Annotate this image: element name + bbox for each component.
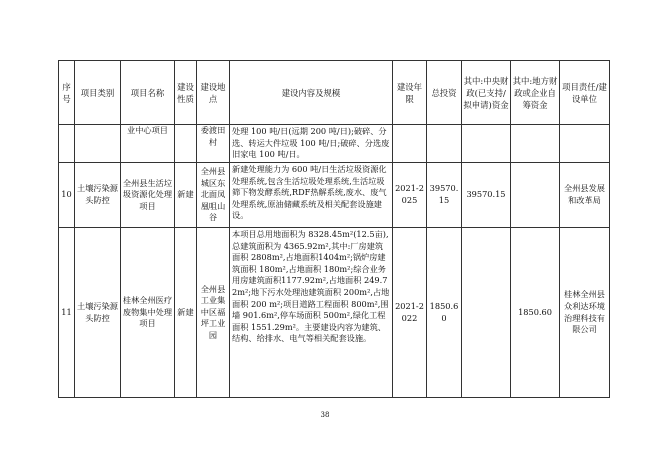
cell-category: 土壤污染源头防控: [75, 163, 121, 228]
cell-name: 业中心项目: [121, 125, 175, 163]
cell-period: 2021-2022: [393, 228, 427, 398]
cell-category: 土壤污染源头防控: [75, 228, 121, 398]
page-number: 38: [320, 411, 330, 419]
cell-local: [511, 125, 560, 163]
cell-content: 新建处理能力为 600 吨/日生活垃圾资源化处理系统,包含生活垃圾处理系统,生活垃圾筛下物发酵系统,RDF热解系统,废水、废气处理系统,原油储藏系统及相关配套设施建设。: [230, 163, 393, 228]
cell-nature: [175, 125, 197, 163]
cell-local: [511, 163, 560, 228]
cell-period: [393, 125, 427, 163]
cell-content: 处理 100 吨/日(远期 200 吨/日);破碎、分选、转运大件垃圾 100 吨/日;破碎、分选废旧家电 100 吨/日。: [230, 125, 393, 163]
cell-seq: 11: [59, 228, 75, 398]
cell-seq: 10: [59, 163, 75, 228]
cell-location: 委渡田村: [197, 125, 230, 163]
cell-seq: [59, 125, 75, 163]
table-row: [59, 163, 610, 228]
header-nature: 建设性质: [175, 61, 197, 125]
cell-central: 39570.15: [462, 163, 511, 228]
header-name: 项目名称: [121, 61, 175, 125]
cell-nature: 新建: [175, 163, 197, 228]
cell-location: 全州县城区东北面凤凰咀山谷: [197, 163, 230, 228]
table-header-row: [59, 61, 610, 125]
cell-location: 全州县工业集中区福坪工业园: [197, 228, 230, 398]
cell-central: [462, 228, 511, 398]
cell-central: [462, 125, 511, 163]
cell-local: 1850.60: [511, 228, 560, 398]
cell-content: 本项目总用地面积为 8328.45m²(12.5亩),总建筑面积为 4365.92m²,其中:厂房建筑面积 2808m²,占地面积1404m²;锅炉房建筑面积 180m²,占地面积 180m²;综合业务用房建筑面积1177.92m²,占地面积 249.72m²;地下污水处理池建筑面积 200m²,占地面积 200 m²;项目道路工程面积 800m²,围墙 901.6m²,停车场面积 500m²,绿化工程面积 1551.29m²。主要建设内容为建筑、结构、给排水、电气等相关配套设施。: [230, 228, 393, 398]
header-location: 建设地点: [197, 61, 230, 125]
cell-unit: 全州县发展和改革局: [560, 163, 610, 228]
cell-name: 全州县生活垃圾资源化处理项目: [121, 163, 175, 228]
header-central: 其中:中央财政(已支持/拟申请)资金: [462, 61, 511, 125]
header-total: 总投资: [427, 61, 462, 125]
cell-category: [75, 125, 121, 163]
project-table: [58, 60, 610, 398]
table-row: [59, 125, 610, 163]
header-content: 建设内容及规模: [230, 61, 393, 125]
cell-name: 桂林全州医疗废物集中处理项目: [121, 228, 175, 398]
cell-total: 39570.15: [427, 163, 462, 228]
header-unit: 项目责任/建设单位: [560, 61, 610, 125]
cell-unit: 桂林全州县众利达环境治理科技有限公司: [560, 228, 610, 398]
cell-unit: [560, 125, 610, 163]
cell-total: 1850.60: [427, 228, 462, 398]
header-period: 建设年限: [393, 61, 427, 125]
header-local: 其中:地方财政或企业自筹资金: [511, 61, 560, 125]
cell-period: 2021-2025: [393, 163, 427, 228]
cell-nature: 新建: [175, 228, 197, 398]
header-seq: 序号: [59, 61, 75, 125]
table-row: [59, 228, 610, 398]
header-category: 项目类别: [75, 61, 121, 125]
cell-total: [427, 125, 462, 163]
